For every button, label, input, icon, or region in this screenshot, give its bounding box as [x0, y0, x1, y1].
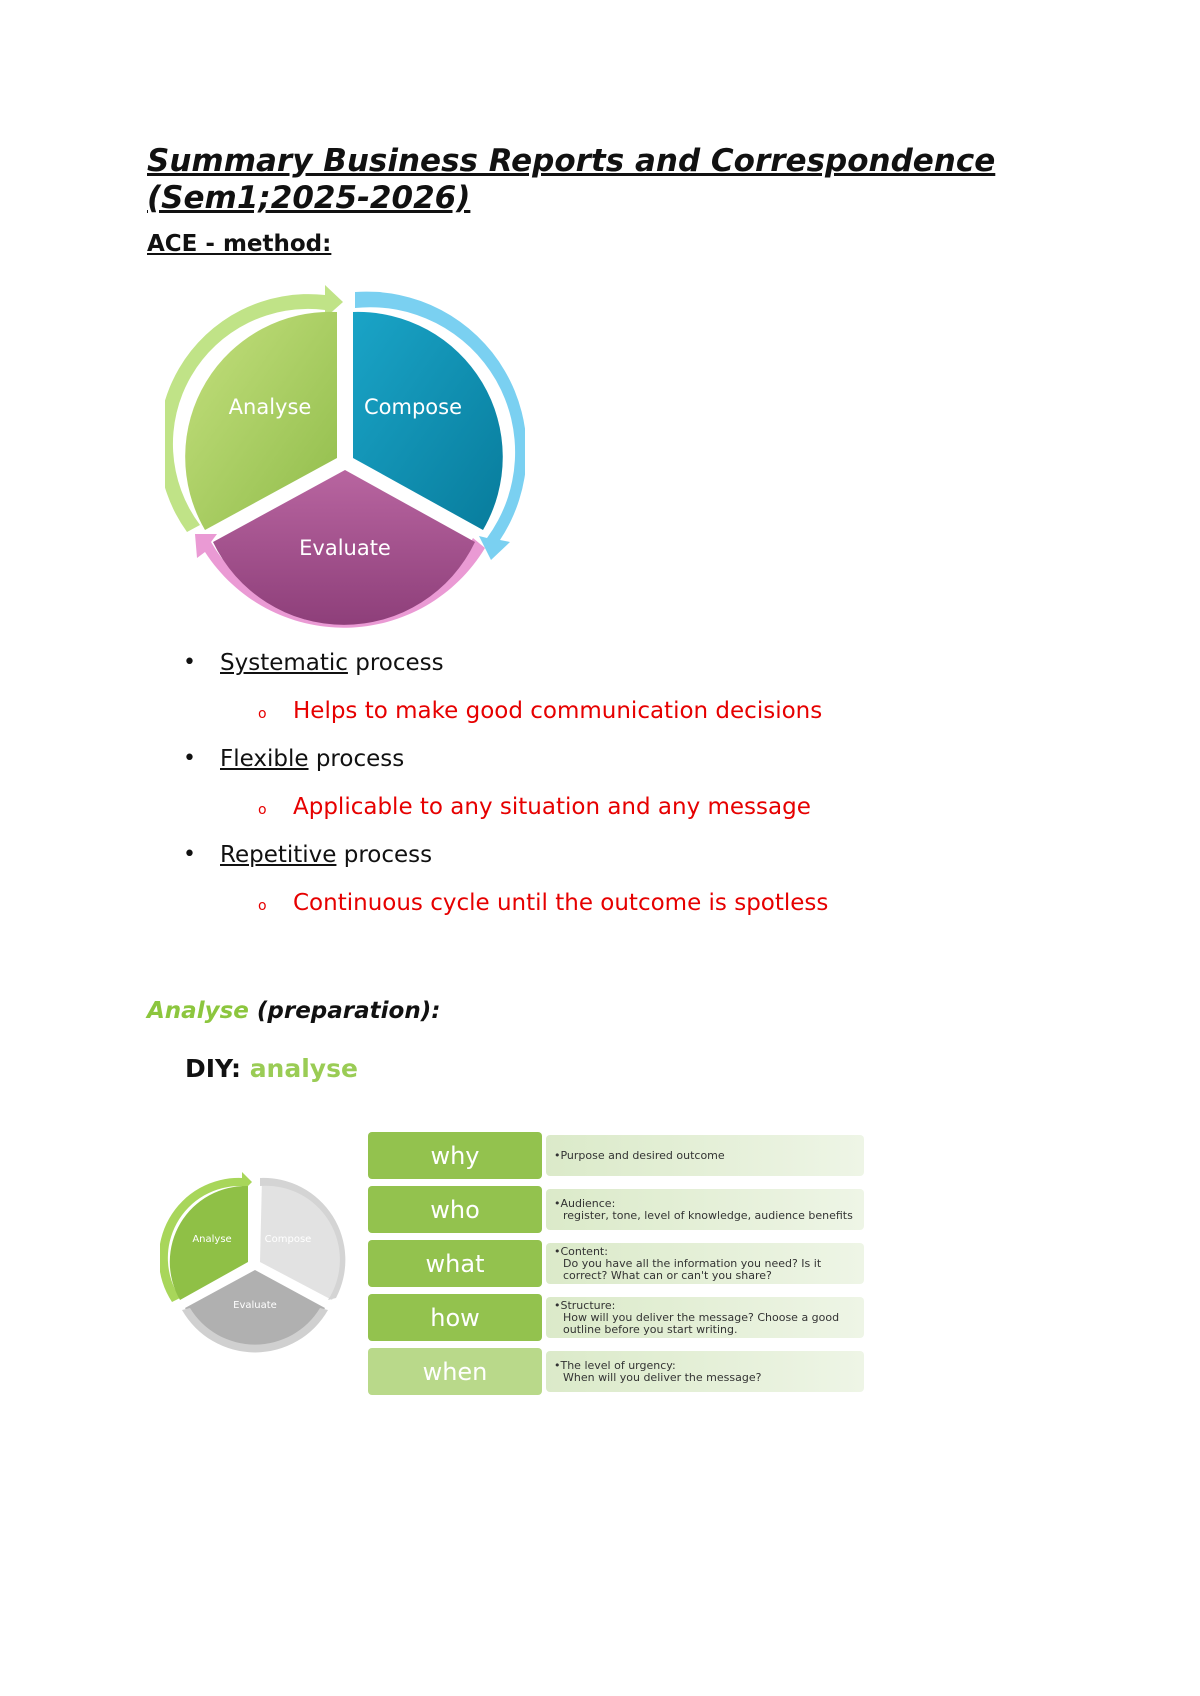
document-title: Summary Business Reports and Correspondence (Sem1;2025-2026)	[147, 143, 996, 216]
question-key: when	[368, 1348, 542, 1395]
question-row-who	[368, 1186, 868, 1233]
small-evaluate-label: Evaluate	[233, 1300, 277, 1311]
analyse-section-heading: Analyse (preparation):	[147, 998, 441, 1024]
bullet-systematic: • Systematic process	[180, 648, 828, 678]
ace-method-heading: ACE - method:	[147, 231, 332, 257]
small-analyse-label: Analyse	[192, 1234, 232, 1245]
small-ace-cycle	[160, 1170, 350, 1360]
bullet-flexible: • Flexible process	[180, 744, 828, 774]
compose-label: Compose	[363, 395, 463, 419]
question-description: •Audience: register, tone, level of knowledge, audience benefits	[546, 1189, 864, 1230]
question-description: •The level of urgency: When will you deliver the message?	[546, 1351, 864, 1392]
ace-bullet-list	[180, 648, 828, 936]
diy-analyse-label: DIY: analyse	[185, 1054, 358, 1083]
small-compose-label: Compose	[264, 1234, 312, 1245]
sub-bullet-repetitive: o Continuous cycle until the outcome is spotless	[180, 888, 828, 918]
question-key: what	[368, 1240, 542, 1287]
analyse-label: Analyse	[228, 395, 312, 419]
question-description: •Purpose and desired outcome	[546, 1135, 864, 1176]
sub-bullet-systematic: o Helps to make good communication decisions	[180, 696, 828, 726]
analyse-questions-table	[368, 1132, 868, 1402]
ace-cycle-diagram	[165, 280, 525, 640]
question-row-how	[368, 1294, 868, 1341]
bullet-repetitive: • Repetitive process	[180, 840, 828, 870]
question-description: •Structure: How will you deliver the message? Choose a good outline before you start writing.	[546, 1297, 864, 1338]
evaluate-label: Evaluate	[299, 536, 391, 560]
sub-bullet-flexible: o Applicable to any situation and any message	[180, 792, 828, 822]
question-row-when	[368, 1348, 868, 1395]
question-key: why	[368, 1132, 542, 1179]
question-row-what	[368, 1240, 868, 1287]
question-row-why	[368, 1132, 868, 1179]
question-description: •Content: Do you have all the information you need? Is it correct? What can or can't you share?	[546, 1243, 864, 1284]
question-key: who	[368, 1186, 542, 1233]
question-key: how	[368, 1294, 542, 1341]
